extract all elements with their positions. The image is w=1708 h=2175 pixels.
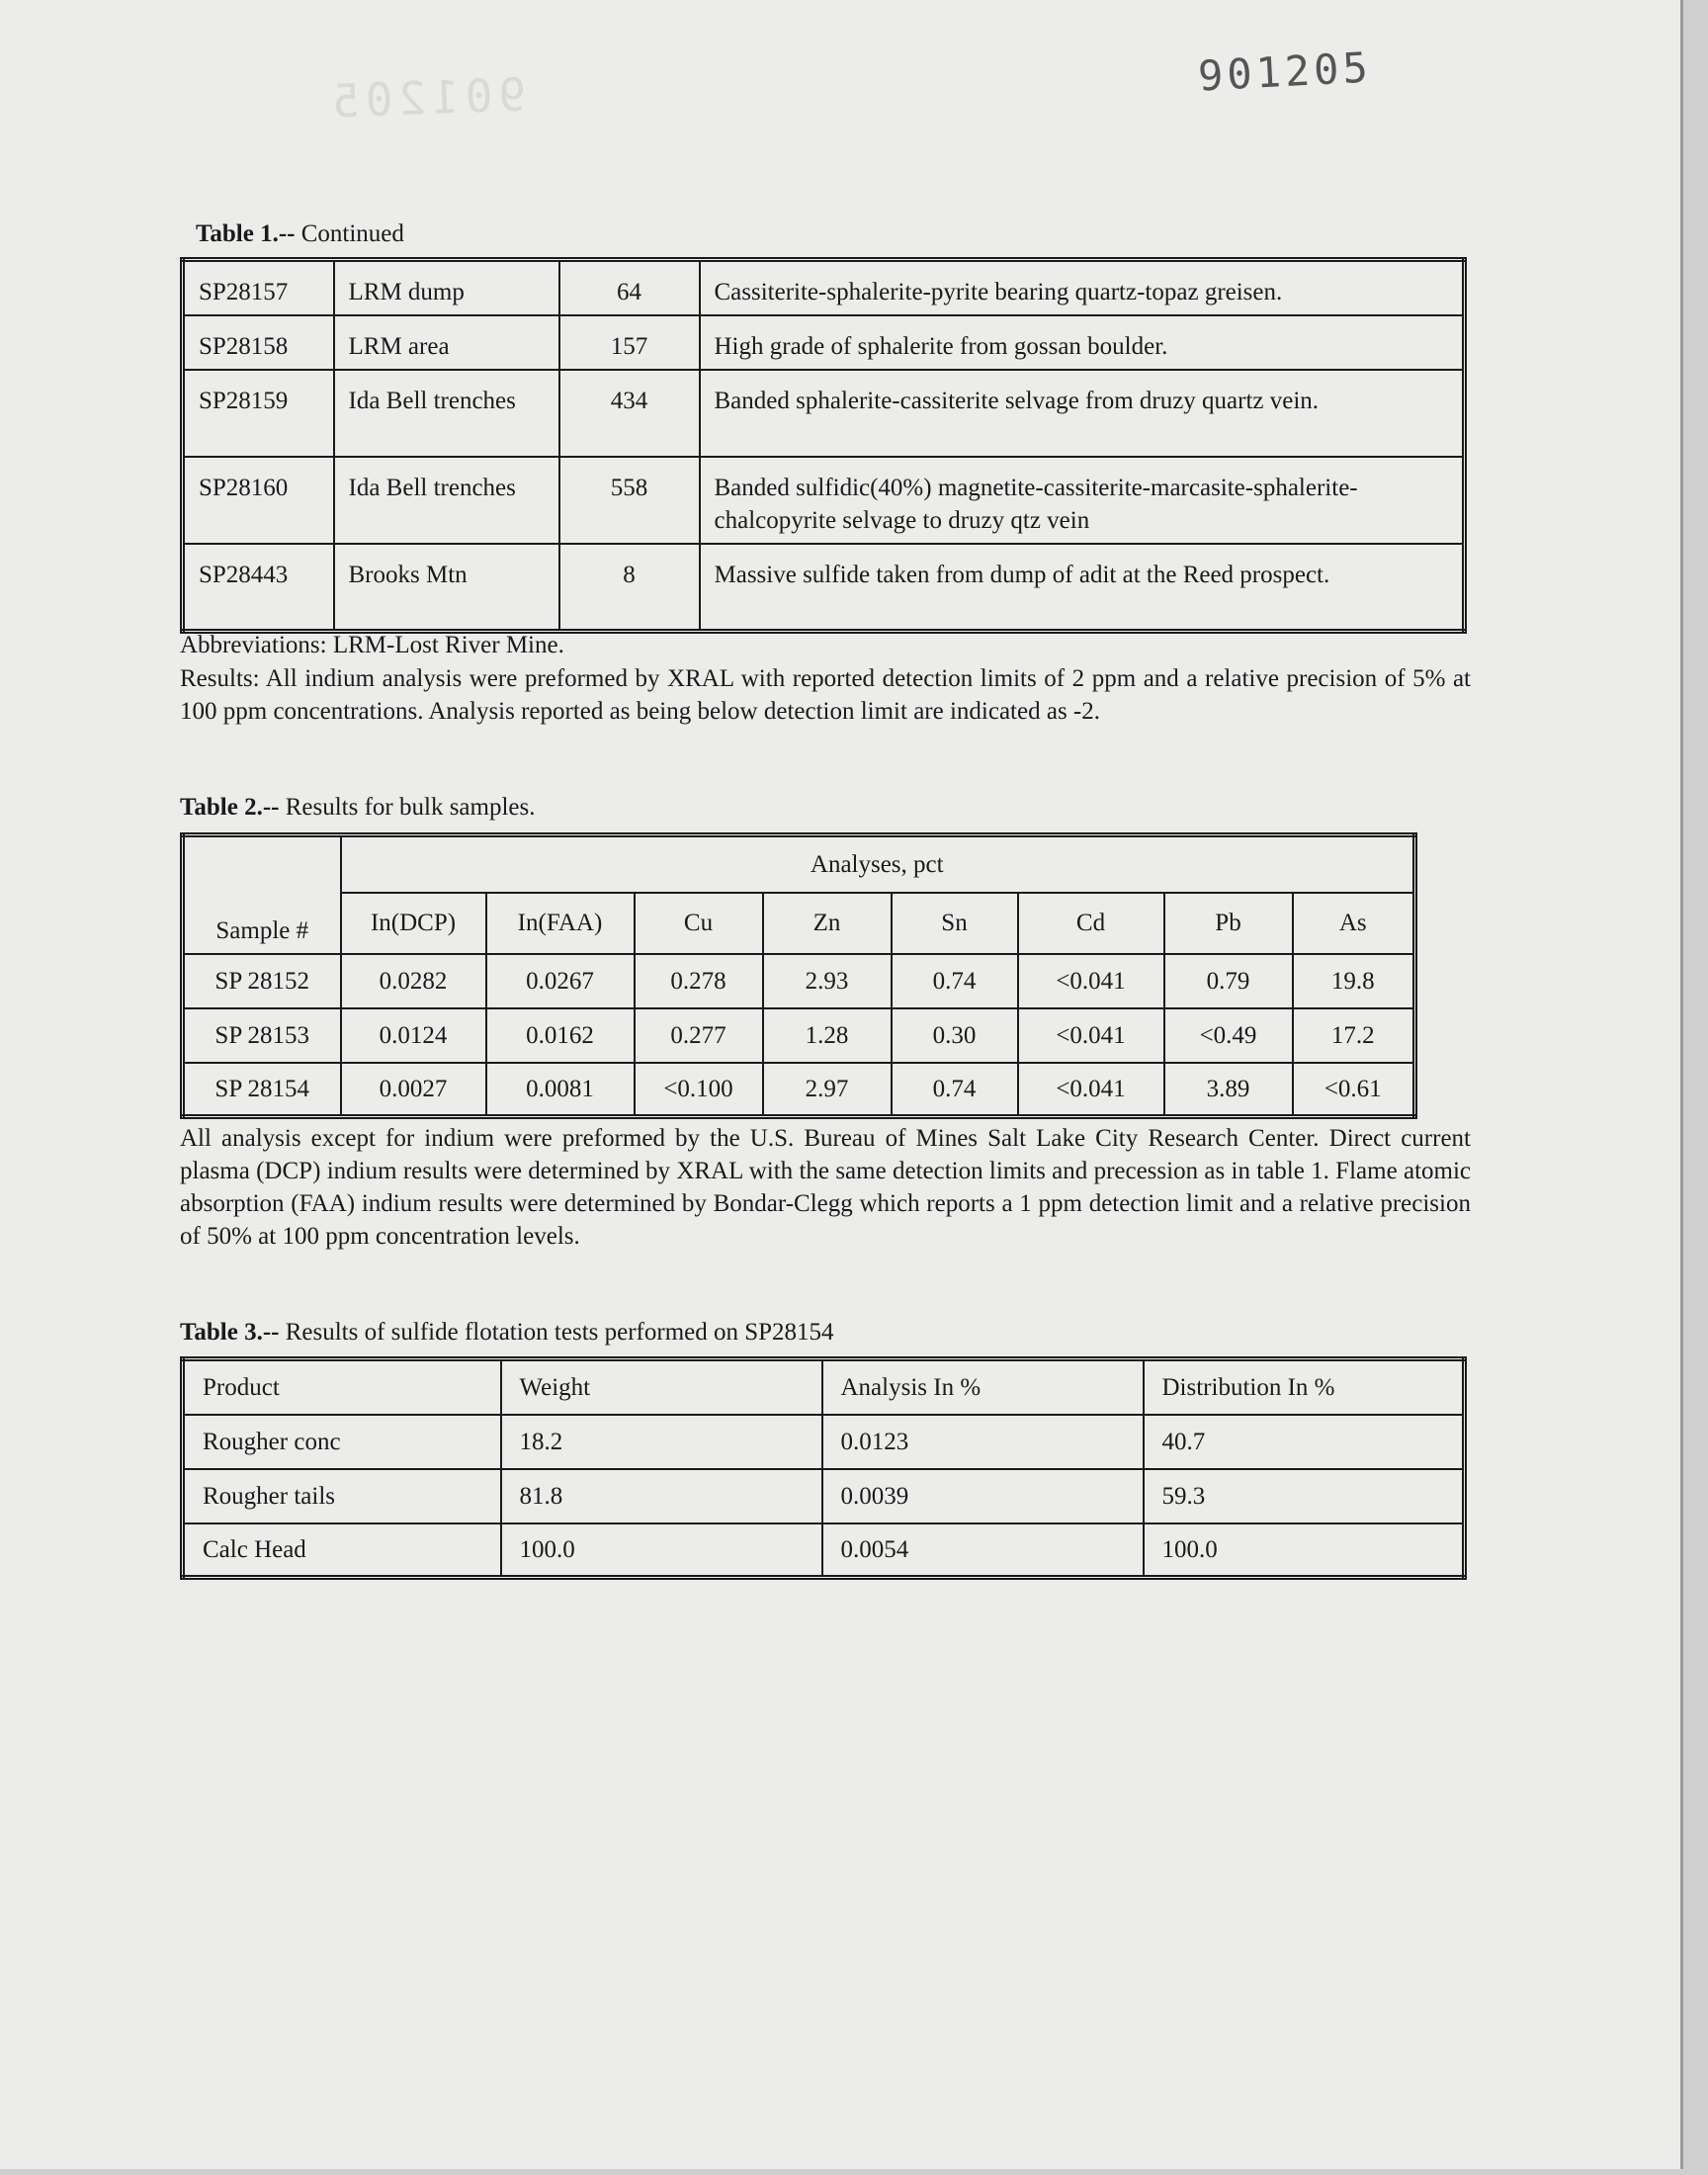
table2-row [183,1008,1415,1063]
value-cell: <0.041 [1018,1008,1164,1063]
value-cell: 0.74 [892,954,1018,1008]
table1-row [183,370,1465,457]
location-cell: Brooks Mtn [334,544,559,631]
table2-row [183,954,1415,1008]
results-note: Results: All indium analysis were preformed by XRAL with reported detection limits of 2 ppm and a relative precision of 5% at 100 ppm concentrations. Analysis reported as being below detection limit are indicated as -2. [180,665,1471,725]
value-cell: 0.0162 [486,1008,635,1063]
value-cell: Calc Head [183,1523,501,1578]
table1-row [183,544,1465,631]
column-header-cell: Sn [892,893,1018,954]
value-cell: 100.0 [1144,1523,1465,1578]
sample-cell: SP 28153 [183,1008,341,1063]
sample-id-cell: SP28158 [183,315,334,370]
value-cell: 8 [559,544,700,631]
table1-row [183,457,1465,544]
sample-id-cell: SP28160 [183,457,334,544]
value-cell: 81.8 [501,1469,822,1523]
column-header-cell: Cd [1018,893,1164,954]
value-cell: 0.0081 [486,1063,635,1117]
column-header-cell: Product [183,1359,501,1415]
analyses-group-header: Analyses, pct [341,835,1415,893]
value-cell: 0.0123 [822,1415,1144,1469]
value-cell: 0.0282 [341,954,486,1008]
sample-cell: SP 28152 [183,954,341,1008]
document-number-stamp: 901205 [1196,43,1373,101]
value-cell: Rougher tails [183,1469,501,1523]
table2-title-label: Table 2.-- [180,794,280,821]
value-cell: 0.0267 [486,954,635,1008]
column-header-cell: Zn [763,893,892,954]
value-cell: 19.8 [1293,954,1415,1008]
value-cell: 3.89 [1164,1063,1293,1117]
value-cell: 40.7 [1144,1415,1465,1469]
value-cell: 434 [559,370,700,457]
table1 [180,257,1467,634]
location-cell: Ida Bell trenches [334,457,559,544]
table1-title-text: Continued [295,220,404,247]
column-header-cell: Cu [635,893,763,954]
location-cell: LRM dump [334,260,559,316]
value-cell: 0.0027 [341,1063,486,1117]
location-cell: LRM area [334,315,559,370]
value-cell: 0.79 [1164,954,1293,1008]
value-cell: <0.100 [635,1063,763,1117]
table1-row [183,315,1465,370]
table2-row [183,1063,1415,1117]
table3-row [183,1523,1465,1578]
description-cell: Cassiterite-sphalerite-pyrite bearing quartz-topaz greisen. [700,260,1465,316]
table2-note: All analysis except for indium were preformed by the U.S. Bureau of Mines Salt Lake City Research Center. Direct current plasma (DCP) indium results were determined by XRAL with the same detection limits and precession as in table 1. Flame atomic absorption (FAA) indium results were determined by Bondar-Clegg which reports a 1 ppm detection limit and a relative precision of 50% at 100 ppm concentration levels. [180,1125,1471,1250]
sample-cell: SP 28154 [183,1063,341,1117]
value-cell: <0.49 [1164,1008,1293,1063]
table3-title-label: Table 3.-- [180,1319,280,1346]
value-cell: <0.041 [1018,1063,1164,1117]
table3-title-text: Results of sulfide flotation tests performed on SP28154 [279,1319,834,1346]
location-cell: Ida Bell trenches [334,370,559,457]
value-cell: <0.61 [1293,1063,1415,1117]
value-cell: 1.28 [763,1008,892,1063]
sample-id-cell: SP28159 [183,370,334,457]
value-cell: 17.2 [1293,1008,1415,1063]
table1-title [196,220,404,248]
value-cell: <0.041 [1018,954,1164,1008]
value-cell: 0.0054 [822,1523,1144,1578]
table1-row [183,260,1465,316]
sample-id-cell: SP28157 [183,260,334,316]
table1-title-label: Table 1.-- [196,220,296,247]
column-header-cell: Analysis In % [822,1359,1144,1415]
table3-row [183,1415,1465,1469]
value-cell: 100.0 [501,1523,822,1578]
value-cell: 0.278 [635,954,763,1008]
value-cell: 18.2 [501,1415,822,1469]
value-cell: 0.74 [892,1063,1018,1117]
table2-title-text: Results for bulk samples. [279,794,536,821]
table3 [180,1356,1467,1580]
description-cell: High grade of sphalerite from gossan boulder. [700,315,1465,370]
description-cell: Banded sphalerite-cassiterite selvage from druzy quartz vein. [700,370,1465,457]
column-header-cell: Weight [501,1359,822,1415]
value-cell: 0.277 [635,1008,763,1063]
description-cell: Massive sulfide taken from dump of adit at the Reed prospect. [700,544,1465,631]
value-cell: 0.30 [892,1008,1018,1063]
value-cell: 0.0124 [341,1008,486,1063]
value-cell: 2.97 [763,1063,892,1117]
bleed-through-number: 901205 [325,67,528,129]
column-header-cell: In(FAA) [486,893,635,954]
sample-id-cell: SP28443 [183,544,334,631]
column-header-cell: In(DCP) [341,893,486,954]
value-cell: Rougher conc [183,1415,501,1469]
column-header-cell: Pb [1164,893,1293,954]
value-cell: 59.3 [1144,1469,1465,1523]
column-header-cell: As [1293,893,1415,954]
value-cell: 2.93 [763,954,892,1008]
value-cell: 558 [559,457,700,544]
table2 [180,832,1417,1119]
table3-title [180,1319,834,1347]
abbreviations-note: Abbreviations: LRM-Lost River Mine. [180,632,564,658]
column-header-cell: Distribution In % [1144,1359,1465,1415]
table3-header-row [183,1359,1465,1415]
value-cell: 157 [559,315,700,370]
table3-row [183,1469,1465,1523]
description-cell: Banded sulfidic(40%) magnetite-cassiterite-marcasite-sphalerite-chalcopyrite selvage to druzy qtz vein [700,457,1465,544]
table2-title [180,794,536,822]
value-cell: 64 [559,260,700,316]
value-cell: 0.0039 [822,1469,1144,1523]
sample-header: Sample # [183,835,341,954]
